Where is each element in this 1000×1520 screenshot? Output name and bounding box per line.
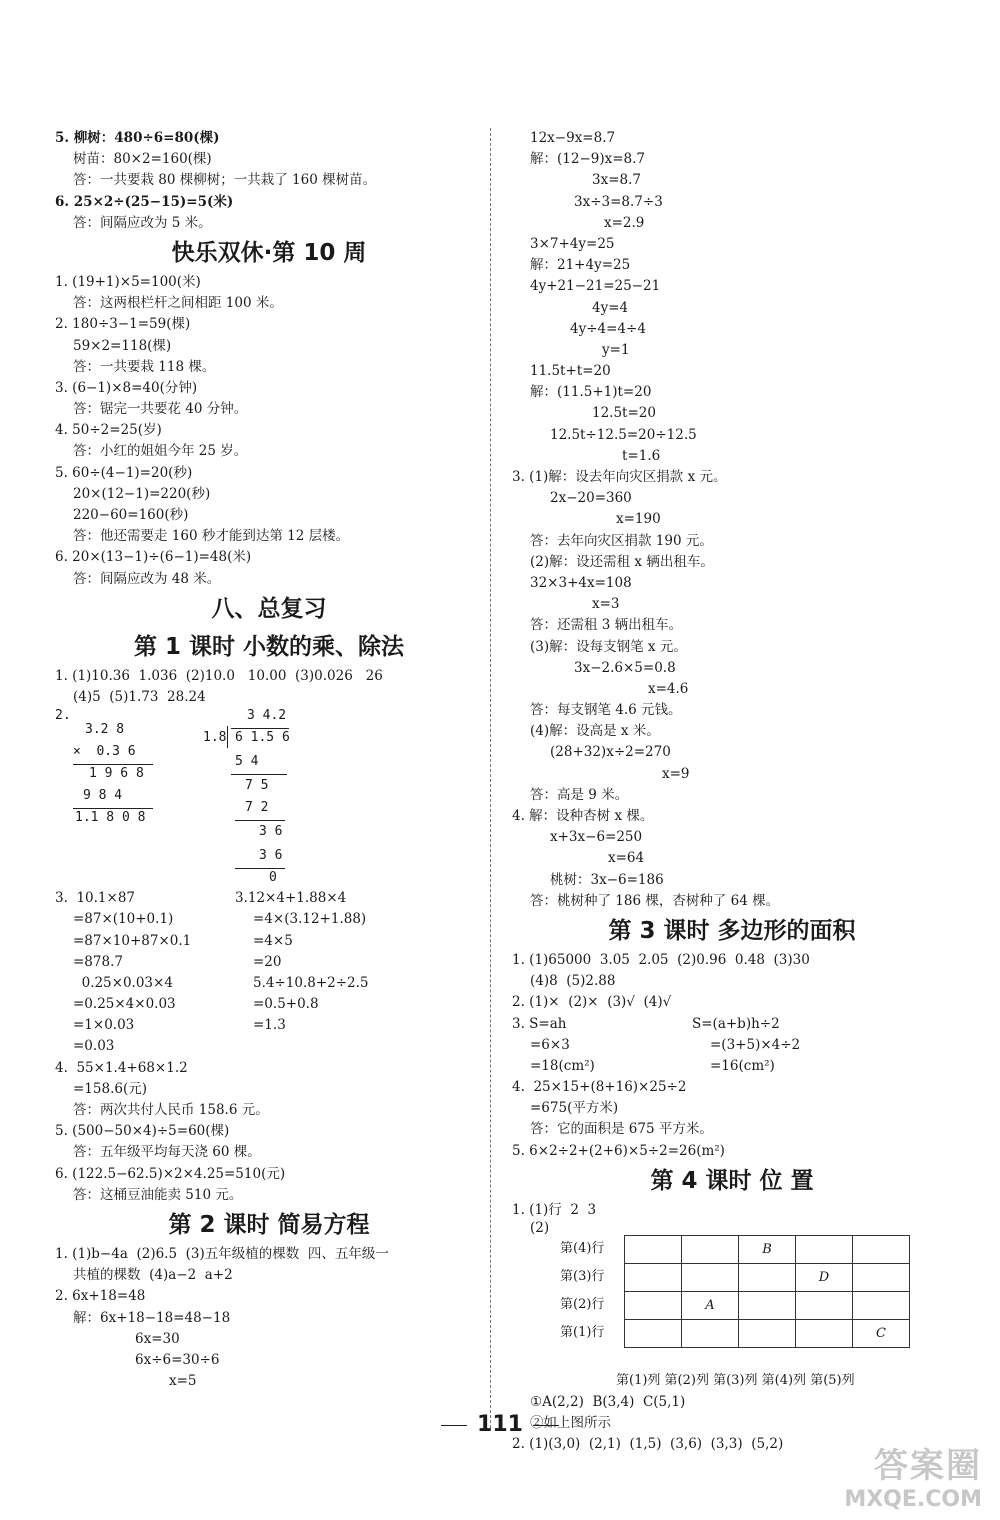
grid-cell xyxy=(625,1236,682,1264)
answer-row: 3. S=ah S=(a+b)h÷2 xyxy=(512,1015,780,1032)
answer-line: 12.5t÷12.5=20÷12.5 xyxy=(550,426,697,443)
chapter-heading: 八、总复习 xyxy=(211,595,327,622)
answer-line: 3. (1)解：设去年向灾区捐款 x 元。 xyxy=(512,469,727,485)
grid-cell xyxy=(682,1264,739,1292)
answer-line: =675(平方米) xyxy=(530,1100,619,1117)
answer-row: =18(cm²) =16(cm²) xyxy=(530,1057,775,1074)
answer-line: 共植的棵数 (4)a−2 a+2 xyxy=(73,1267,233,1284)
section-heading: 快乐双休·第 10 周 xyxy=(171,239,367,266)
grid-cell xyxy=(739,1264,796,1292)
answer-line: 6x=30 xyxy=(135,1330,180,1347)
grid-row-label: 第(3)行 xyxy=(560,1269,605,1284)
lesson-heading: 第 3 课时 多边形的面积 xyxy=(608,917,856,944)
answer-line: 5. 6×2÷2+(2+6)×5÷2=26(m²) xyxy=(512,1142,725,1159)
grid-cell xyxy=(625,1292,682,1320)
answer-line: 答：五年级平均每天浇 60 棵。 xyxy=(73,1144,261,1161)
left-column xyxy=(55,128,483,1392)
grid-cell xyxy=(739,1292,796,1320)
answer-line: 树苗：80×2=160(棵) xyxy=(73,151,212,168)
answer-line: x+3x−6=250 xyxy=(550,829,643,846)
answer-line: (4)8 (5)2.88 xyxy=(530,973,616,990)
answer-row: 3. 10.1×87 3.12×4+1.88×4 xyxy=(55,890,347,907)
answer-line: 2. (1)× (2)× (3)√ (4)√ xyxy=(512,994,672,1011)
answer-line: (2)解：设还需租 x 辆出租车。 xyxy=(530,553,714,570)
question-number: 2. xyxy=(55,708,71,724)
answer-line: 答：每支钢笔 4.6 元钱。 xyxy=(530,702,682,719)
answer-line: x=64 xyxy=(608,850,645,867)
position-grid xyxy=(520,1235,952,1370)
answer-line: (4)5 (5)1.73 28.24 xyxy=(73,688,206,705)
answer-row: =87×10+87×0.1 =4×5 xyxy=(73,932,293,949)
grid-cell xyxy=(739,1320,796,1348)
answer-line: 解：21+4y=25 xyxy=(530,257,631,274)
answer-line: 4. 50÷2=25(岁) xyxy=(55,422,162,439)
answer-row: =0.03 xyxy=(73,1038,115,1055)
answer-line: 解：6x+18−18=48−18 xyxy=(73,1309,231,1326)
grid-cell: B xyxy=(739,1236,796,1264)
answer-line: 答：这桶豆油能卖 510 元。 xyxy=(73,1186,243,1203)
answer-line: 6. 20×(13−1)÷(6−1)=48(米) xyxy=(55,549,252,566)
grid-row-label: 第(4)行 xyxy=(560,1241,605,1256)
answer-line: t=1.6 xyxy=(622,447,661,464)
answer-line: 5. 60÷(4−1)=20(秒) xyxy=(55,464,193,481)
answer-line: 2. 6x+18=48 xyxy=(55,1288,146,1305)
answer-line: 3x=8.7 xyxy=(592,172,641,189)
answer-line: x=2.9 xyxy=(604,214,645,231)
answer-line: 6x÷6=30÷6 xyxy=(135,1351,220,1368)
answer-line: x=4.6 xyxy=(648,680,689,697)
mult-row: 1 9 6 8 xyxy=(89,766,144,782)
answer-line: =158.6(元) xyxy=(73,1080,147,1097)
lesson-heading: 第 2 课时 简易方程 xyxy=(168,1211,370,1238)
answer-line: 220−60=160(秒) xyxy=(73,507,189,523)
div-step: 3 6 xyxy=(259,848,283,864)
grid-cell xyxy=(625,1320,682,1348)
answer-line: 答：两次共付人民币 158.6 元。 xyxy=(73,1102,269,1118)
answer-line: 答：桃树种了 186 棵，杏树种了 64 棵。 xyxy=(530,892,780,909)
answer-line: 59×2=118(棵) xyxy=(73,337,172,354)
grid-cell xyxy=(796,1236,853,1264)
grid-cell xyxy=(796,1320,853,1348)
answer-line: ①A(2,2) B(3,4) C(5,1) xyxy=(530,1394,686,1410)
grid-cell: D xyxy=(796,1264,853,1292)
lesson-heading: 第 1 课时 小数的乘、除法 xyxy=(133,633,405,660)
grid-cell xyxy=(796,1292,853,1320)
answer-row: =87×(10+0.1) =4×(3.12+1.88) xyxy=(73,911,367,928)
right-column xyxy=(512,128,952,1456)
grid-row-label: 第(1)行 xyxy=(560,1325,605,1340)
grid-cell xyxy=(853,1236,910,1264)
answer-row: =0.25×4×0.03 =0.5+0.8 xyxy=(73,996,319,1013)
answer-row: =878.7 =20 xyxy=(73,953,282,970)
answer-line: 答：还需租 3 辆出租车。 xyxy=(530,617,683,634)
answer-line: 20×(12−1)=220(秒) xyxy=(73,485,211,502)
answer-line: 1. (1)b−4a (2)6.5 (3)五年级植的棵数 四、五年级一 xyxy=(55,1245,389,1262)
answer-line: 4y+21−21=25−21 xyxy=(530,278,661,295)
answer-line: 答：他还需要走 160 秒才能到达第 12 层楼。 xyxy=(73,528,350,545)
answer-line: 3x−2.6×5=0.8 xyxy=(574,659,676,676)
answer-line: 解：(11.5+1)t=20 xyxy=(530,384,652,401)
div-step: 3 6 xyxy=(259,824,283,840)
vertical-calculations xyxy=(55,708,483,888)
lesson-heading: 第 4 课时 位 置 xyxy=(650,1167,814,1194)
div-step: 7 2 xyxy=(245,800,269,816)
grid-cell xyxy=(853,1292,910,1320)
answer-line: 3x÷3=8.7÷3 xyxy=(574,193,663,210)
answer-line: y=1 xyxy=(602,341,630,358)
grid-cell: A xyxy=(682,1292,739,1320)
div-step: 5 4 xyxy=(235,754,259,770)
mult-row: × 0.3 6 xyxy=(73,744,136,760)
answer-line: 2. 180÷3−1=59(棵) xyxy=(55,316,191,333)
grid-cell xyxy=(682,1320,739,1348)
answer-line: 1. (1)行 2 3 xyxy=(512,1201,597,1218)
div-step: 7 5 xyxy=(245,778,269,794)
answer-line: 答：高是 9 米。 xyxy=(530,786,629,803)
mult-row: 9 8 4 xyxy=(83,788,123,804)
answer-line: 4y÷4=4÷4 xyxy=(570,320,646,337)
answer-line: x=9 xyxy=(662,765,690,782)
answer-line: 32×3+4x=108 xyxy=(530,574,632,591)
answer-line: 6. (122.5−62.5)×2×4.25=510(元) xyxy=(55,1165,286,1182)
answer-line: 1. (19+1)×5=100(米) xyxy=(55,273,201,290)
column-divider xyxy=(490,128,491,1428)
answer-line: 桃树：3x−6=186 xyxy=(550,871,664,888)
grid-column-labels: 第(1)列 第(2)列 第(3)列 第(4)列 第(5)列 xyxy=(616,1373,855,1388)
grid-row-labels xyxy=(560,1235,604,1347)
answer-line: 答：它的面积是 675 平方米。 xyxy=(530,1121,713,1138)
answer-line: 答：间隔应改为 5 米。 xyxy=(73,214,212,231)
answer-line: 12.5t=20 xyxy=(592,405,656,422)
answer-line: (4)解：设高是 x 米。 xyxy=(530,723,660,740)
answer-line: 4y=4 xyxy=(592,299,629,316)
answer-line: 2. (1)(3,0) (2,1) (1,5) (3,6) (3,3) (5,2) xyxy=(512,1436,784,1453)
answer-line: x=3 xyxy=(592,596,620,613)
answer-line: 3×7+4y=25 xyxy=(530,235,615,252)
answer-line: 答：间隔应改为 48 米。 xyxy=(73,570,221,587)
answer-line: 答：一共要栽 118 棵。 xyxy=(73,358,216,375)
answer-row: 0.25×0.03×4 5.4÷10.8+2÷2.5 xyxy=(73,974,369,991)
grid-cell xyxy=(853,1264,910,1292)
answer-line: 12x−9x=8.7 xyxy=(530,130,616,146)
grid-cell xyxy=(682,1236,739,1264)
div-divisor: 1.8 xyxy=(203,730,227,746)
answer-line: (28+32)x÷2=270 xyxy=(550,744,671,761)
div-dividend: 6 1.5 6 xyxy=(235,730,290,746)
answer-line: 答：锯完一共要花 40 分钟。 xyxy=(73,401,248,418)
answer-line: 答：小红的姐姐今年 25 岁。 xyxy=(73,443,248,460)
answer-line: x=5 xyxy=(169,1373,197,1390)
answer-line: 5. 柳树：480÷6=80(棵) xyxy=(55,130,220,146)
answer-line: (2) xyxy=(530,1220,550,1236)
grid-table xyxy=(624,1235,910,1348)
watermark-logo: 答案圈 MXQE.COM xyxy=(844,1446,982,1512)
answer-line: x=190 xyxy=(616,511,661,528)
answer-line: 1. (1)65000 3.05 2.05 (2)0.96 0.48 (3)30 xyxy=(512,951,810,968)
answer-line: 答：这两根栏杆之间相距 100 米。 xyxy=(73,295,283,312)
page-number: 111 xyxy=(0,1412,1000,1437)
answer-row: =1×0.03 =1.3 xyxy=(73,1017,286,1034)
grid-cell: C xyxy=(853,1320,910,1348)
grid-cell xyxy=(625,1264,682,1292)
answer-line: 解：(12−9)x=8.7 xyxy=(530,151,646,168)
div-quotient: 3 4.2 xyxy=(247,708,287,724)
answer-line: 6. 25×2÷(25−15)=5(米) xyxy=(55,193,234,210)
answer-line: 2x−20=360 xyxy=(550,490,632,507)
answer-line: 答：一共要栽 80 棵柳树；一共栽了 160 棵树苗。 xyxy=(73,172,377,189)
answer-line: 4. 55×1.4+68×1.2 xyxy=(55,1059,188,1076)
mult-row: 3.2 8 xyxy=(85,722,125,738)
answer-line: 1. (1)10.36 1.036 (2)10.0 10.00 (3)0.026 26 xyxy=(55,667,383,684)
answer-line: 4. 25×15+(8+16)×25÷2 xyxy=(512,1079,687,1096)
answer-line: ②如上图所示 xyxy=(530,1415,611,1432)
answer-line: 5. (500−50×4)÷5=60(棵) xyxy=(55,1123,230,1140)
answer-line: (3)解：设每支钢笔 x 元。 xyxy=(530,638,687,655)
answer-line: 4. 解：设种杏树 x 棵。 xyxy=(512,808,654,824)
answer-line: 3. (6−1)×8=40(分钟) xyxy=(55,379,198,396)
mult-row: 1.1 8 0 8 xyxy=(75,810,146,826)
answer-row: =6×3 =(3+5)×4÷2 xyxy=(530,1036,801,1053)
answer-line: 答：去年向灾区捐款 190 元。 xyxy=(530,532,713,549)
div-step: 0 xyxy=(269,870,277,886)
grid-row-label: 第(2)行 xyxy=(560,1297,605,1312)
answer-line: 11.5t+t=20 xyxy=(530,363,611,380)
